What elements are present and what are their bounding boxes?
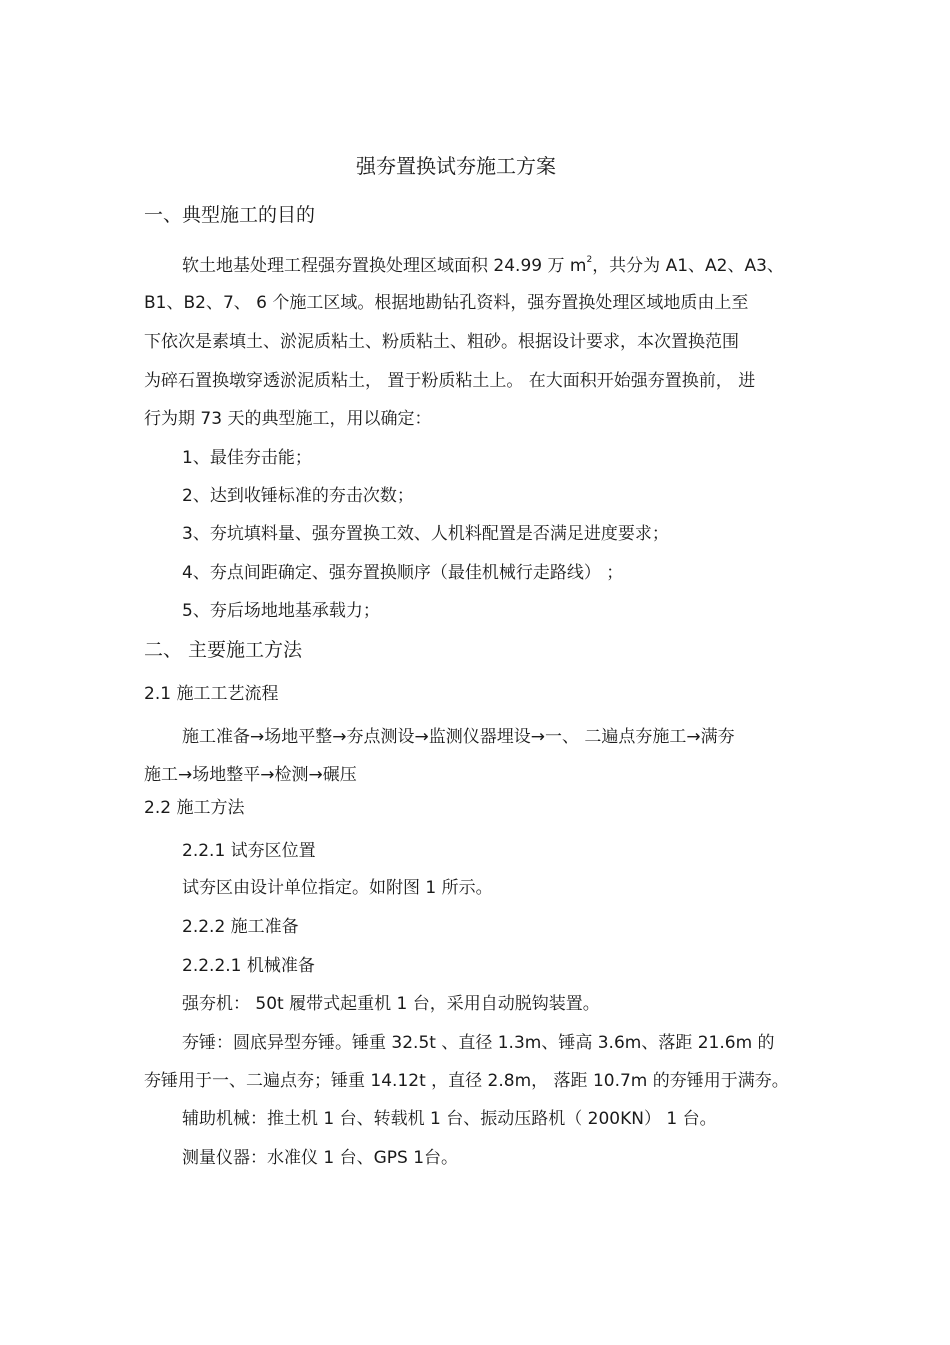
paragraph-line: 为碎石置换墩穿透淤泥质粘土， 置于粉质粘土上。 在大面积开始强夯置换前， 进 xyxy=(144,371,756,391)
list-item: 2、达到收锤标准的夯击次数； xyxy=(182,486,414,506)
subsection-heading: 2.2.2.1 机械准备 xyxy=(182,956,315,976)
paragraph-line: 测量仪器：水准仪 1 台、GPS 1台。 xyxy=(182,1148,459,1168)
paragraph-text: ，共分为 A1、A2、A3、 xyxy=(592,256,784,276)
subsection-heading: 2.1 施工工艺流程 xyxy=(144,684,279,704)
subsection-heading: 2.2.1 试夯区位置 xyxy=(182,841,316,861)
paragraph-line: 施工→场地整平→检测→碾压 xyxy=(144,765,357,785)
subsection-heading: 2.2.2 施工准备 xyxy=(182,917,299,937)
paragraph-line: 行为期 73 天的典型施工，用以确定： xyxy=(144,409,432,429)
section-2-heading: 二、 主要施工方法 xyxy=(144,639,303,661)
paragraph-line: 下依次是素填土、淤泥质粘土、粉质粘土、粗砂。根据设计要求，本次置换范围 xyxy=(144,332,739,352)
list-item: 5、夯后场地地基承载力； xyxy=(182,601,380,621)
paragraph-line: 夯锤：圆底异型夯锤。锤重 32.5t 、直径 1.3m、锤高 3.6m、落距 21.6m 的 xyxy=(182,1033,775,1053)
paragraph-line: 试夯区由设计单位指定。如附图 1 所示。 xyxy=(182,878,493,898)
list-item: 3、夯坑填料量、强夯置换工效、人机料配置是否满足进度要求； xyxy=(182,524,669,544)
list-item: 1、最佳夯击能； xyxy=(182,448,312,468)
paragraph-line: B1、B2、7、 6 个施工区域。根据地勘钻孔资料，强夯置换处理区域地质由上至 xyxy=(144,293,749,313)
paragraph-line xyxy=(182,254,784,278)
paragraph-line: 夯锤用于一、二遍点夯；锤重 14.12t ，直径 2.8m， 落距 10.7m 的夯锤用于满夯。 xyxy=(144,1071,789,1091)
section-1-heading: 一、典型施工的目的 xyxy=(144,204,316,226)
superscript: 2 xyxy=(586,255,593,265)
list-item: 4、夯点间距确定、强夯置换顺序（最佳机械行走路线） ； xyxy=(182,563,624,583)
paragraph-text: 软土地基处理工程强夯置换处理区域面积 24.99 万 m xyxy=(182,256,587,276)
paragraph-line: 施工准备→场地平整→夯点测设→监测仪器埋设→一、 二遍点夯施工→满夯 xyxy=(182,727,735,747)
subsection-heading: 2.2 施工方法 xyxy=(144,798,245,818)
document-title: 强夯置换试夯施工方案 xyxy=(356,154,556,178)
paragraph-line: 强夯机： 50t 履带式起重机 1 台，采用自动脱钩装置。 xyxy=(182,994,600,1014)
paragraph-line: 辅助机械：推土机 1 台、转载机 1 台、振动压路机（ 200KN） 1 台。 xyxy=(182,1109,717,1129)
